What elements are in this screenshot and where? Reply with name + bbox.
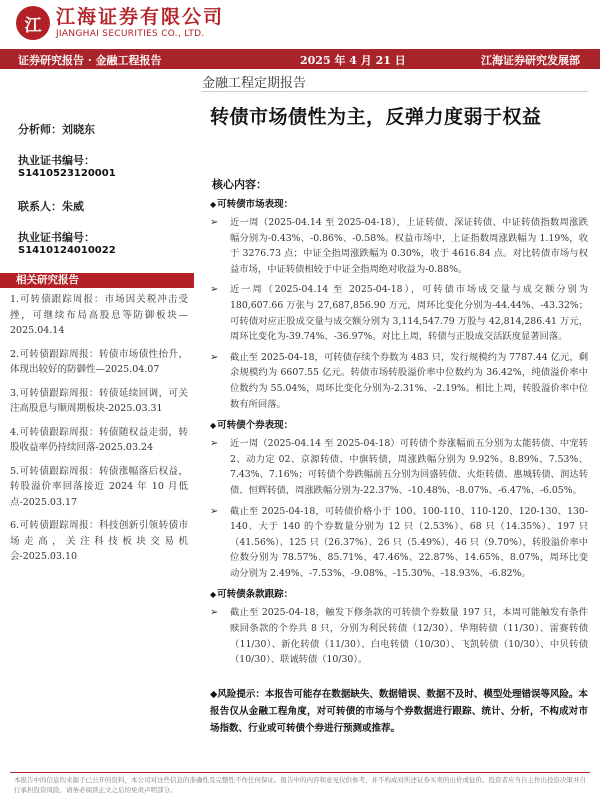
related-research-header: 相关研究报告 [0,273,194,288]
department: 江海证券研究发展部 [481,54,580,67]
bullet-item: ➢ 截止至 2025-04-18，可转债价格小于 100、100-110、110-120、120-130、130-140、大于 140 的个券数量分别为 12 只（2.53%）、68 只（14.35%）、197 只（41.56%）、125 只（26.37%）、26 只（5.49%）、46 只（9.70%），转股溢价率中位数分别为 78.57%、85.71%、47.46%、22.87%、14.65%、8.07%，周环比变动分别为 2.49%、-7.53%、-9.08%、-15.30%、-18.93%、-6.82%。 [210,505,588,579]
company-name-en: JIANGHAI SECURITIES CO., LTD. [56,29,205,39]
contact-label: 联系人：朱威 [18,200,84,213]
cert1-value: S1410523120001 [18,168,116,179]
cert2-label: 执业证书编号： [18,231,95,244]
core-content [210,192,588,673]
core-content-heading: 核心内容： [212,178,267,191]
bullet-item: ➢ 截止至 2025-04-18，可转债存续个券数为 483 只，发行规模约为 7787.44 亿元，剩余规模约为 6607.55 亿元。转债市场转股溢价率中位数约为 36.42%，纯债溢价率中位数约为 55.04%，周环比变化分别为-2.31%、-2.19%。相比上周，转股溢价率中位数有所回落。 [210,351,588,410]
arrow-icon: ➢ [210,217,219,228]
report-date: 2025 年 4 月 21 日 [300,54,406,67]
company-name-cn: 江海证券有限公司 [56,6,225,28]
section-heading: ◆可转债条款跟踪： [210,589,294,601]
diamond-icon: ◆ [210,420,217,431]
cert2-value: S1410124010022 [18,245,116,256]
logo-icon: 江 [16,6,50,40]
diamond-icon: ◆ [210,689,218,700]
arrow-icon: ➢ [210,351,219,363]
analyst-label: 分析师：刘晓东 [18,123,95,136]
diamond-icon: ◆ [210,199,217,209]
company-logo [16,6,224,40]
section-heading: ◆可转债市场表现： [210,199,294,210]
related-research-list [10,292,188,573]
logo-text [56,6,224,40]
risk-warning: ◆风险提示：本报告可能存在数据缺失、数据错误、数据不及时、模型处理错误等风险。本报告仅从金融工程角度，对可转债的市场与个券数据进行跟踪、统计、分析，不构成对市场指数、行业或可转债个券进行预测或推荐。 [210,689,588,734]
bullet-item: ➢ 近一周（2025-04.14 至 2025-04-18），上证转债、深证转债、中证转债指数周涨跌幅分别为-0.43%、-0.86%、-0.58%。权益市场中，上证指数周涨跌幅为 1.19%，收于 3276.73 点；中证全指周涨跌幅为 0.30%，收于 4616.84 点。对比转债市场与权益市场，中证转债相较于中证全指周绝对收益为-0.88%。 [210,217,588,275]
arrow-icon: ➢ [210,505,219,517]
bullet-item: ➢ 截止至 2025-04-18，触发下修条款的可转债个券数量 197 只，本周可能触发有条件赎回条款的个券共 8 只，分别为利民转债（12/30）、华翔转债（11/30）、雷赛转债（11/30）、新化转债（11/30）、白电转债（10/30）、飞凯转债（10/30）、中贝转债（10/30）、联诚转债（10/30）。 [210,607,588,666]
footer-divider [10,772,590,773]
arrow-icon: ➢ [210,607,219,619]
related-report-link[interactable]: 3.可转债跟踪周报：转债延续回调，可关注高股息与顺周期板块-2025.03.31 [10,387,188,414]
title-divider [202,91,588,92]
report-category: 证券研究报告 · 金融工程报告 [18,54,162,67]
related-report-link[interactable]: 6.可转债跟踪周报：科技创新引领转债市场走高，关注科技板块交易机会-2025.03.10 [10,520,188,562]
report-type: 金融工程定期报告 [202,76,307,91]
bullet-item: ➢ 近一周（2025-04.14 至 2025-04-18），可转债市场成交量与成交额分别为 180,607.66 万张与 27,687,856.90 万元，周环比变化分别为-44.44%、-43.32%；可转债对应正股成交量与成交额分别为 3,114,547.79 万股与 42,814,286.41 万元，周环比变化为-39.74%、-36.97%。对比上周，转债与正股成交活跃度显著回落。 [210,284,588,343]
related-report-link[interactable]: 5.可转债跟踪周报：转债涨幅落后权益，转股溢价率回落接近 2024 年 10 月低点-2025.03.17 [10,465,188,508]
bullet-item: ➢ 近一周（2025-04.14 至 2025-04-18）可转债个券涨幅前五分别为太能转债、中宠转 2、动力定 02、京源转债、中旗转债，周涨跌幅分别为 9.92%、8.89%、7.53%、7.43%、7.16%；可转债个券跌幅前五分别为回盛转债、火炬转债、惠城转债、润达转债、恒辉转债，周涨跌幅分别为-22.37%、-10.48%、-8.07%、-6.47%、-6.05%。 [210,438,588,496]
section-heading: ◆可转债个券表现： [210,420,294,432]
related-report-link[interactable]: 2.可转债跟踪周报：转债市场债性抬升，体现出较好的防御性—2025.04.07 [10,348,188,375]
related-report-link[interactable]: 4.可转债跟踪周报：转债随权益走弱，转股收益率仍持续回落-2025.03.24 [10,426,188,453]
arrow-icon: ➢ [210,438,219,450]
related-report-link[interactable]: 1.可转债跟踪周报：市场因关税冲击受挫，可继续布局高股息等防御板块—2025.04.14 [10,294,188,336]
footer-disclaimer: 本报告中的信息均来源于已公开的资料，本公司对这些信息的准确性及完整性不作任何保证。报告中的内容和意见仅供参考，并不构成对所述证券买卖的出价或征价。投资者应当自主作出投资决策并自行承担投资风险，请务必阅读正文之后的免责声明部分。 [14,776,586,794]
header-band [0,49,600,69]
report-title: 转债市场债性为主，反弹力度弱于权益 [210,106,542,128]
diamond-icon: ◆ [210,589,217,600]
arrow-icon: ➢ [210,284,219,296]
cert1-label: 执业证书编号： [18,154,95,167]
